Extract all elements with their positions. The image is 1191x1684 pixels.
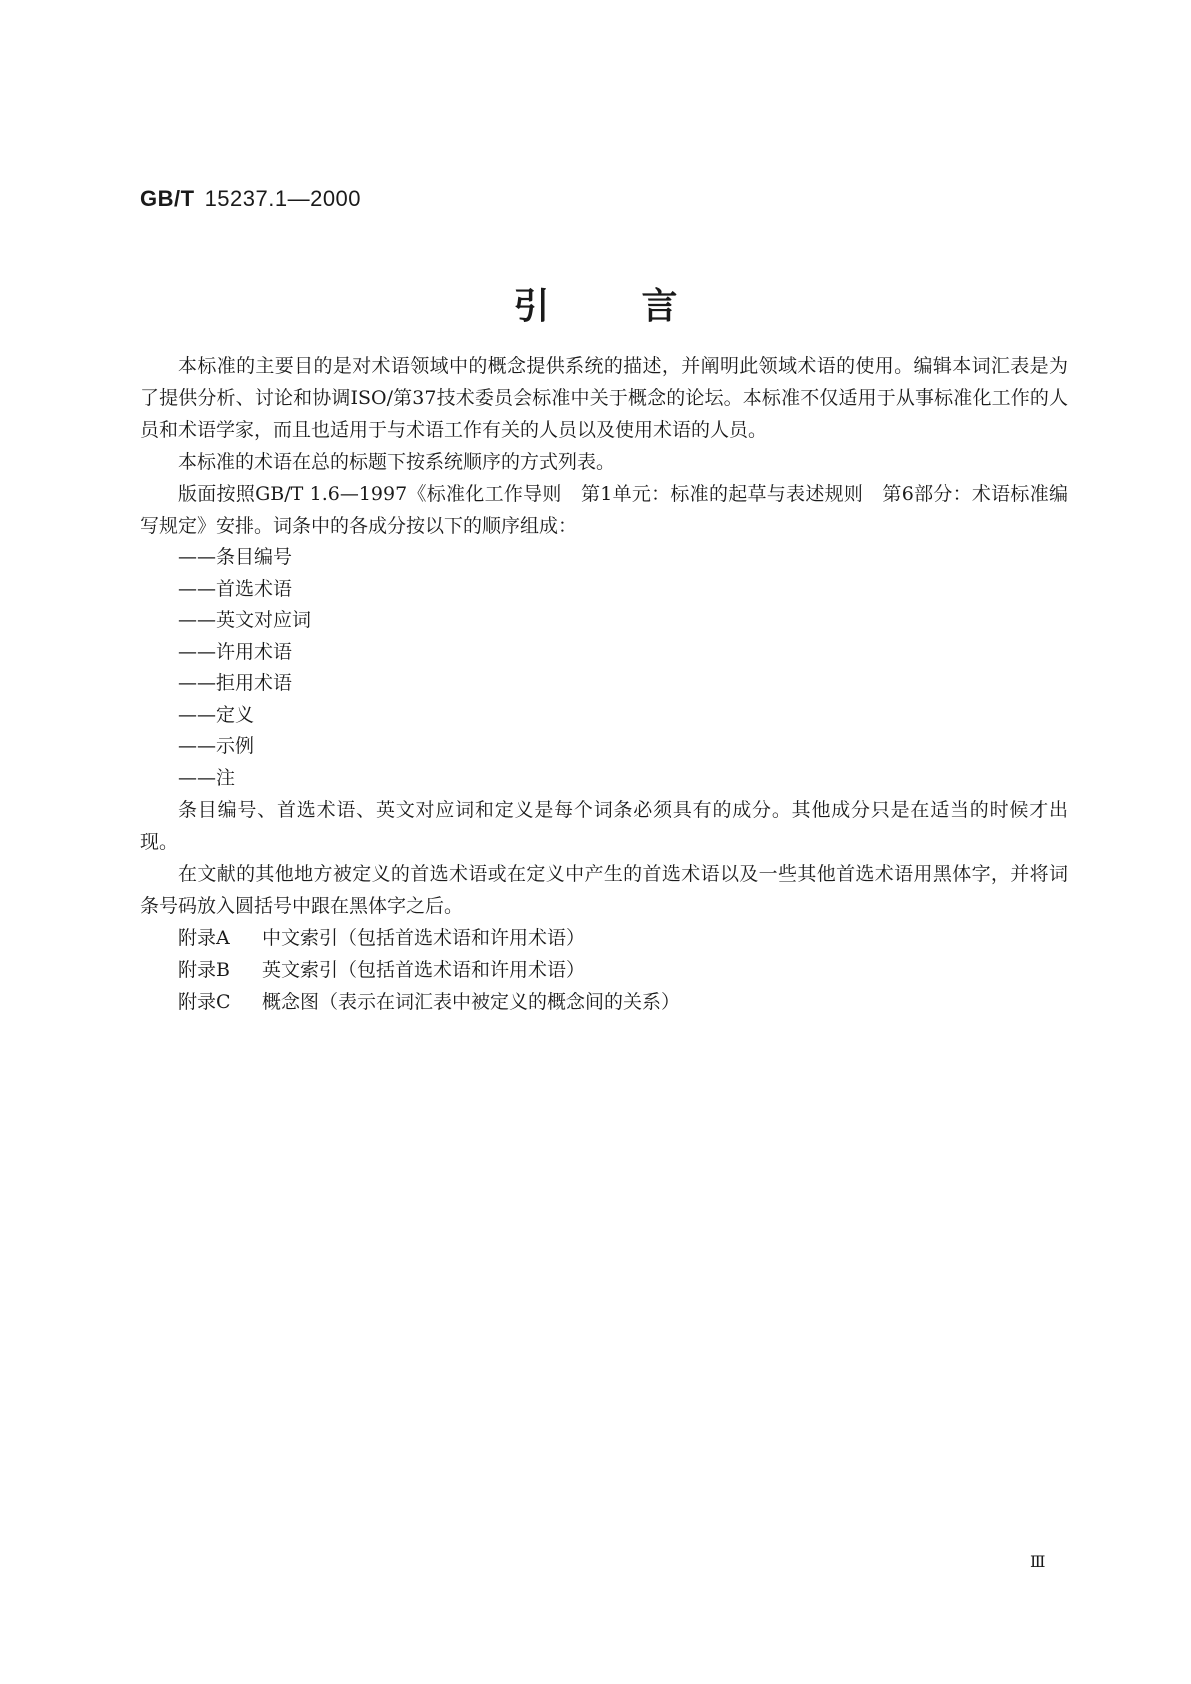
paragraph-bold-terms: 在文献的其他地方被定义的首选术语或在定义中产生的首选术语以及一些其他首选术语用黑体字，并将词条号码放入圆括号中跟在黑体字之后。 [140,863,1068,917]
paragraph-layout: 版面按照GB/T 1.6—1997《标准化工作导则 第1单元：标准的起草与表述规则 第6部分：术语标准编写规定》安排。词条中的各成分按以下的顺序组成： [140,483,1068,537]
component-list [140,542,1068,794]
paragraph-mandatory: 条目编号、首选术语、英文对应词和定义是每个词条必须具有的成分。其他成分只是在适当的时候才出现。 [140,799,1068,853]
appendix-text: 概念图（表示在词汇表中被定义的概念间的关系） [262,991,681,1013]
list-item: ——定义 [178,703,255,726]
list-item: ——英文对应词 [178,609,312,631]
standard-code [140,186,361,212]
standard-prefix: GB/T [140,186,195,211]
paragraph-order: 本标准的术语在总的标题下按系统顺序的方式列表。 [178,451,616,473]
appendix-text: 英文索引（包括首选术语和许用术语） [262,959,586,981]
list-item: ——首选术语 [178,577,293,600]
appendix-list [140,922,1068,1018]
list-item: ——示例 [178,735,255,757]
list-item: ——拒用术语 [178,672,293,694]
appendix-item [140,922,1068,954]
appendix-text: 中文索引（包括首选术语和许用术语） [262,927,586,949]
appendix-item [140,986,1068,1018]
document-body [140,350,1068,1018]
list-item: ——注 [178,766,236,789]
appendix-item [140,954,1068,986]
list-item: ——许用术语 [178,640,293,663]
list-item: ——条目编号 [178,546,293,568]
standard-number: 15237.1—2000 [204,186,362,211]
paragraph-purpose: 本标准的主要目的是对术语领域中的概念提供系统的描述，并阐明此领域术语的使用。编辑本词汇表是为了提供分析、讨论和协调ISO/第37技术委员会标准中关于概念的论坛。本标准不仅适用于从事标准化工作的人员和术语学家，而且也适用于与术语工作有关的人员以及使用术语的人员。 [140,355,1068,441]
appendix-tag: 附录A [178,927,230,949]
page-title: 引言 [513,286,770,327]
page-number: Ⅲ [1030,1552,1046,1571]
appendix-tag: 附录B [178,959,230,981]
appendix-tag: 附录C [178,991,231,1013]
